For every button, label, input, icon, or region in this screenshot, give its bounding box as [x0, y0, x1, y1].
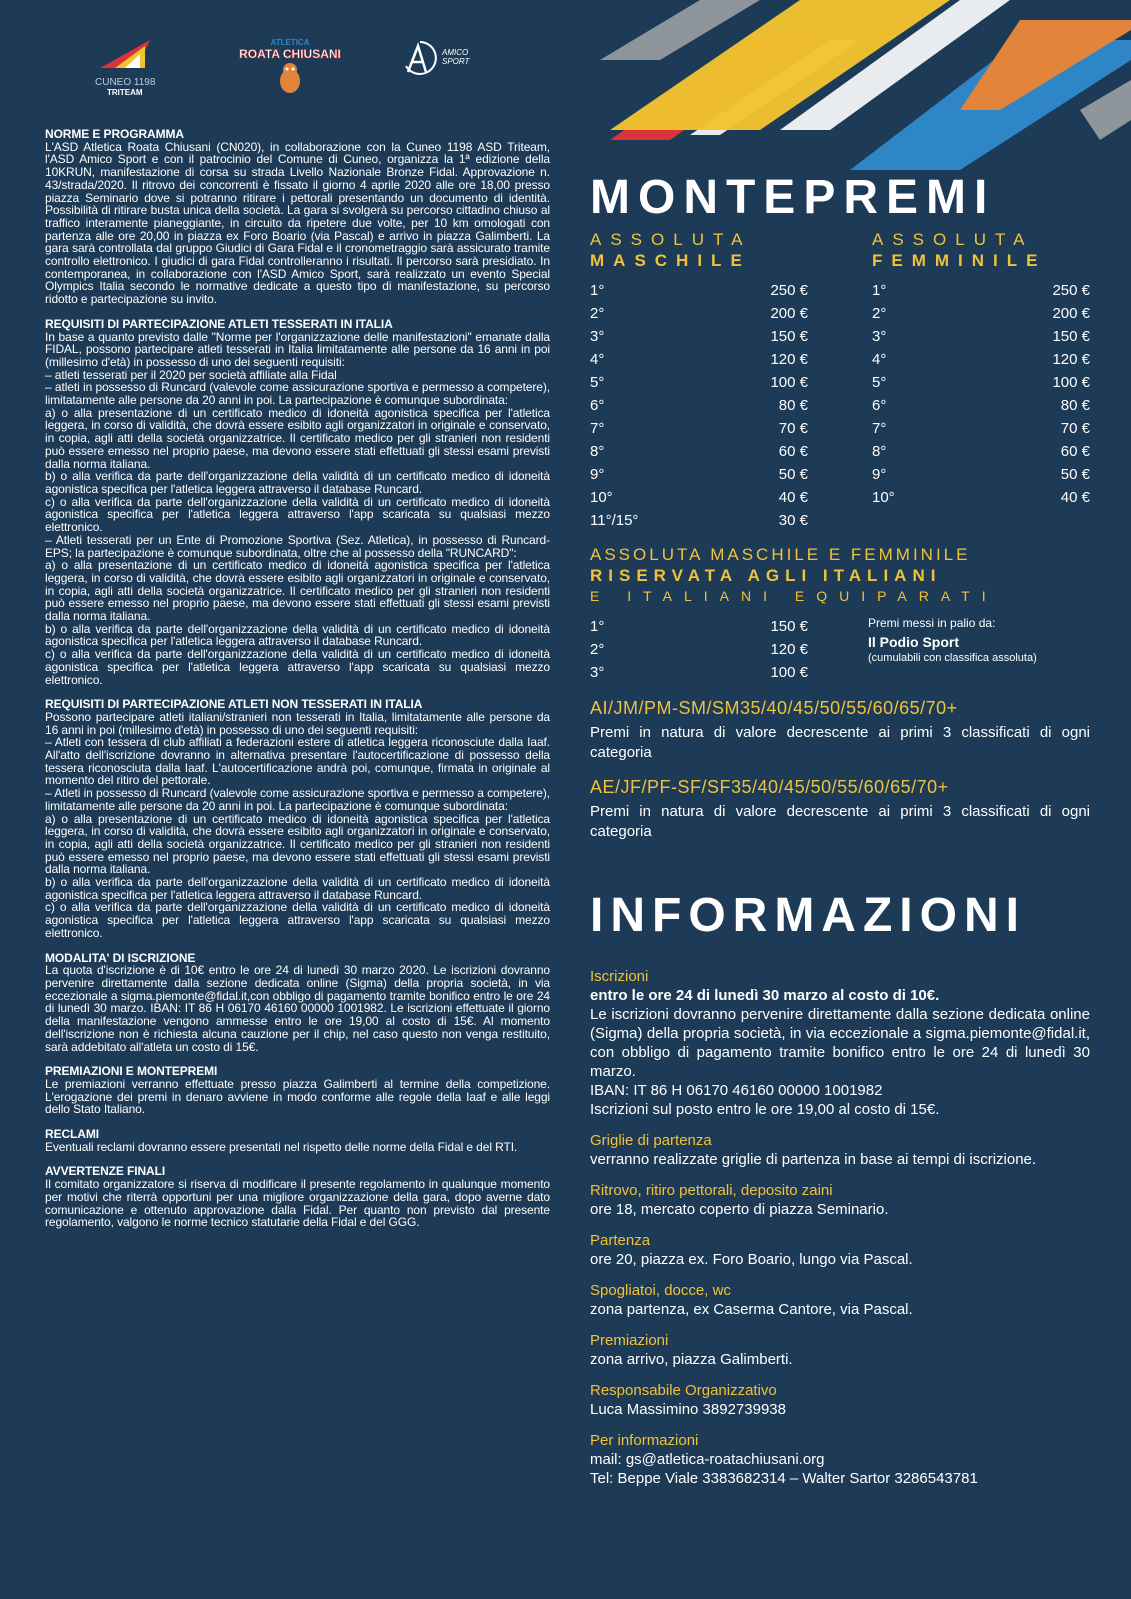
amico-line1: AMICO — [442, 48, 469, 57]
section-body: Eventuali reclami dovranno essere presentati nel rispetto delle norme della Fidal e del RTI. — [45, 1139, 518, 1154]
prize-amount: 50 € — [1060, 466, 1090, 483]
cuneo-triangle-icon — [95, 38, 155, 70]
prize-amount: 100 € — [1052, 374, 1090, 391]
info-body: zona partenza, ex Caserma Cantore, via Pascal. — [590, 1301, 913, 1318]
prize-row — [590, 394, 808, 417]
prize-amount: 150 € — [770, 618, 808, 635]
prize-amount: 120 € — [1052, 351, 1090, 368]
prize-amount: 40 € — [778, 489, 808, 506]
prize-amount: 80 € — [778, 397, 808, 414]
italian-head-2: RISERVATA AGLI ITALIANI — [590, 566, 942, 585]
section-title: NORME E PROGRAMMA — [45, 127, 184, 141]
sponsor-name: Il Podio Sport — [868, 634, 959, 650]
prize-row — [590, 440, 808, 463]
prize-row — [590, 638, 808, 661]
prize-amount: 40 € — [1060, 489, 1090, 506]
prize-row — [872, 302, 1090, 325]
info-item — [590, 1381, 1090, 1419]
prize-position: 11°/15° — [590, 512, 639, 529]
prize-position: 8° — [872, 443, 887, 460]
info-label: Spogliatoi, docce, wc — [590, 1282, 731, 1299]
male-prizes — [590, 229, 808, 532]
prize-amount: 100 € — [770, 374, 808, 391]
absolute-prizes — [590, 229, 1090, 532]
section-title: REQUISITI DI PARTECIPAZIONE ATLETI NON TESSERATI IN ITALIA — [45, 697, 423, 712]
info-label: Griglie di partenza — [590, 1132, 712, 1149]
prize-amount: 80 € — [1060, 397, 1090, 414]
info-label: Premiazioni — [590, 1332, 669, 1349]
regulations-column — [45, 128, 550, 1241]
info-label: Responsabile Organizzativo — [590, 1382, 777, 1399]
prize-amount: 120 € — [770, 641, 808, 658]
info-item — [590, 1431, 1090, 1488]
info-label: Per informazioni — [590, 1432, 699, 1449]
prize-row — [590, 348, 808, 371]
section-body: Le premiazioni verranno effettuate presso piazza Galimberti al termine della competizione. L'erogazione dei premi in denaro avviene in modo conforme alle regole della Iaaf e alle leggi dello Stato Italiano. — [45, 1076, 550, 1117]
prize-row — [590, 486, 808, 509]
female-prizes — [872, 229, 1090, 532]
prize-row — [872, 486, 1090, 509]
roata-name: ROATA CHIUSANI — [239, 47, 341, 61]
category-female-desc: Premi in natura di valore decrescente ai primi 3 classificati di ogni categoria — [590, 803, 1090, 840]
section-requisiti-non-tesserati — [45, 698, 550, 939]
category-male-name: AI/JM/PM-SM/SM35/40/45/50/55/60/65/70+ — [590, 698, 958, 718]
prize-row — [872, 279, 1090, 302]
prize-position: 2° — [590, 305, 605, 322]
section-requisiti-tesserati — [45, 318, 550, 686]
prize-position: 2° — [590, 641, 605, 658]
cuneo-name: CUNEO 1198 — [95, 77, 156, 88]
female-head-1: ASSOLUTA — [872, 230, 1034, 249]
category-prizes — [590, 698, 1090, 842]
prize-row — [872, 463, 1090, 486]
prize-position: 4° — [872, 351, 887, 368]
section-norme — [45, 128, 550, 306]
prize-amount: 60 € — [1060, 443, 1090, 460]
prize-amount: 100 € — [770, 664, 808, 681]
info-iscrizioni — [590, 967, 1090, 1119]
male-prize-list — [590, 279, 808, 532]
section-title: MODALITA' DI ISCRIZIONE — [45, 950, 196, 965]
prize-position: 9° — [590, 466, 605, 483]
cuneo-triteam-logo — [95, 38, 185, 97]
section-modalita-iscrizione — [45, 952, 550, 1054]
prize-row — [590, 661, 808, 684]
male-head-1: ASSOLUTA — [590, 230, 752, 249]
prize-position: 3° — [590, 328, 605, 345]
category-male-desc: Premi in natura di valore decrescente ai primi 3 classificati di ogni categoria — [590, 724, 1090, 761]
section-body: La quota d'iscrizione è di 10€ entro le ore 24 di lunedì 30 marzo 2020. Le iscrizioni dovranno pervenire direttamente dalla sezione dedicata online (Sigma) della propria società, in via eccezionale a sigma.piemonte@fidal.it,con obbligo di pagamento tramite bonifico entro le ore 24 di lunedì 30 marzo. IBAN: IT 86 H 06170 46160 00000 1001982. Le iscrizioni effettuate il giorno della manifestazione vengono ammesse entro le ore 19,00 al costo di 15€. Al momento dell'iscrizione non è richiesta alcuna cauzione per il chip, nel caso questo non venga restituito, sarà addebitato all'atleta un costo di 15€. — [45, 963, 550, 1054]
prize-position: 1° — [590, 282, 605, 299]
prize-position: 8° — [590, 443, 605, 460]
info-item — [590, 1231, 1090, 1269]
prize-amount: 120 € — [770, 351, 808, 368]
info-label: Partenza — [590, 1232, 651, 1249]
roata-chiusani-logo — [230, 38, 350, 100]
prize-row — [590, 325, 808, 348]
info-label: Ritrovo, ritiro pettorali, deposito zaini — [590, 1182, 833, 1199]
female-head-2: FEMMINILE — [872, 251, 1047, 270]
prize-row — [872, 325, 1090, 348]
info-body: ore 20, piazza ex. Foro Boario, lungo via Pascal. — [590, 1251, 913, 1268]
section-body: L'ASD Atletica Roata Chiusani (CN020), in collaborazione con la Cuneo 1198 ASD Triteam, l'ASD Amico Sport e con il patrocinio del Comune di Cuneo, organizza la 1ª edizione della 10KRUN, manifestazione di corsa su strada Livello Nazionale Bronze Fidal. Approvazione n. 43/strada/2020. Il ritrovo dei concorrenti è fissato il giorno 4 aprile 2020 alle ore 18,00 presso piazza Seminario dove si potranno ritirare i pettorali presentando un documento di identità. Possibilità di ritirare busta unica della società. La gara si svolgerà su percorso cittadino chiuso al traffico interamente pianeggiante, in circuito da ripetere due volte, per 10 km omologati con partenza alle ore 20,00 in piazza ex Foro Boario (via Pascal) e arrivo in piazza Galimberti. La gara sarà controllata dal gruppo Giudici di Gara Fidal e il cronometraggio sarà assicurato tramite controllo elettronico. I giudici di gara Fidal controlleranno i risultati. Il percorso sarà presidiato. In contemporanea, in collaborazione con l'ASD Amico Sport, sarà realizzato un evento Special Olympics Italia secondo le normative dedicate a questo tipo di manifestazione, su percorso ridotto e partecipazione su invito. — [45, 139, 550, 307]
info-body: Le iscrizioni dovranno pervenire direttamente dalla sezione dedicata online (Sigma) della propria società, in via eccezionale a sigma.piemonte@fidal.it, con obbligo di pagamento tramite bonifico entro le ore 24 di lunedì 30 marzo. IBAN: IT 86 H 06170 46160 00000 1001982 Iscrizioni sul posto entro le ore 19,00 al costo di 15€. — [590, 1006, 1090, 1118]
prize-position: 7° — [590, 420, 605, 437]
prize-amount: 30 € — [778, 512, 808, 529]
section-premiazioni — [45, 1065, 550, 1116]
prize-position: 6° — [872, 397, 887, 414]
informazioni-title: INFORMAZIONI — [590, 889, 1026, 942]
info-item — [590, 1331, 1090, 1369]
section-body: Il comitato organizzatore si riserva di modificare il presente regolamento in qualunque momento per motivi che riterrà opportuni per una migliore organizzazione della gara, dopo averne dato comunicazione e ottenuto approvazione dalla Fidal. Per quanto non previsto dal presente regolamento, valgono le norme tecnico statutarie della Fidal e del GGG. — [45, 1177, 550, 1230]
prize-position: 1° — [872, 282, 887, 299]
prize-row — [872, 394, 1090, 417]
prize-amount: 150 € — [770, 328, 808, 345]
info-items — [590, 1131, 1090, 1488]
sponsor-intro: Premi messi in palio da: — [868, 616, 996, 630]
section-body: In base a quanto previsto dalle "Norme per l'organizzazione delle manifestazioni" emanate dalla FIDAL, possono partecipare atleti tesserati in Italia limitatamente alle persone da 16 anni in poi (millesimo d'età) in possesso di uno dei seguenti requisiti: – atleti tesserati per il 2020 per società affiliate alla Fidal – atleti in possesso di Runcard (valevole come assicurazione sportiva e permesso a competere), limitatamente alle persone da 20 anni in poi. La partecipazione è comunque subordinata: a) o alla presentazione di un certificato medico di idoneità agonistica specifica per l'atletica leggera, in corso di validità, che dovrà essere esibito agli organizzatori in originale e conservato, in copia, agli atti della società organizzatrice. Il certificato medico per gli stranieri non residenti può essere emesso nel proprio paese, ma devono essere stati effettuati gli stessi esami previsti dalla norma italiana. b) o alla verifica da parte dell'organizzazione della validità di un certificato medico di idoneità agonistica specifica per l'atletica leggera attraverso il database Runcard. c) o alla verifica da parte dell'organizzazione della validità di un certificato medico di idoneità agonistica specifica per l'atletica leggera attraverso l'app scaricata su qualsiasi mezzo elettronico. – Atleti tesserati per un Ente di Promozione Sportiva (Sez. Atletica), in possesso di Runcard-EPS; la partecipazione è comunque subordinata, oltre che al possesso della "RUNCARD": a) o alla presentazione di un certificato medico di idoneità agonistica specifica per l'atletica leggera, in corso di validità, che dovrà essere esibito agli organizzatori in originale e conservato, in copia, agli atti della società organizzatrice. Il certificato medico per gli stranieri non residenti può essere emesso nel proprio paese, ma devono essere stati effettuati gli stessi esami previsti dalla norma italiana. b) o alla verifica da parte dell'organizzazione della validità di un certificato medico di idoneità agonistica specifica per l'atletica leggera attraverso il database Runcard. c) o alla verifica da parte dell'organizzazione della validità di un certificato medico di idoneità agonistica specifica per l'atletica leggera attraverso l'app scaricata su qualsiasi mezzo elettronico. — [45, 329, 550, 687]
amico-sport-icon — [400, 38, 440, 78]
prize-position: 3° — [872, 328, 887, 345]
info-item — [590, 1181, 1090, 1219]
section-body: Possono partecipare atleti italiani/stranieri non tesserati in Italia, limitatamente alle persone da 16 anni in poi (millesimo d'età) in possesso di uno dei seguenti requisiti: – Atleti con tessera di club affiliati a federazioni estere di atletica leggera riconosciute dalla Iaaf. All'atto dell'iscrizione dovranno in alternativa presentare l'autocertificazione di possesso della tessera riconosciuta dalla Iaaf. L'autocertificazione andrà poi, comunque, firmata in originale al momento del ritiro del pettorale. – Atleti in possesso di Runcard (valevole come assicurazione sportiva e permesso a competere), limitatamente alle persone da 20 anni in poi. La partecipazione è comunque subordinata: a) o alla presentazione di un certificato medico di idoneità agonistica specifica per l'atletica leggera, in corso di validità, che dovrà essere esibito agli organizzatori in originale e conservato, in copia, agli atti della società organizzatrice. Il certificato medico per gli stranieri non residenti può essere emesso nel proprio paese, ma devono essere stati effettuati gli stessi esami previsti dalla norma italiana. b) o alla verifica da parte dell'organizzazione della validità di un certificato medico di idoneità agonistica specifica per l'atletica leggera attraverso il database Runcard. c) o alla verifica da parte dell'organizzazione della validità di un certificato medico di idoneità agonistica specifica per l'atletica leggera attraverso l'app scaricata su qualsiasi mezzo elettronico. — [45, 709, 550, 940]
fox-mascot-icon — [270, 61, 310, 95]
prize-amount: 250 € — [770, 282, 808, 299]
prize-position: 3° — [590, 664, 605, 681]
prize-row — [872, 371, 1090, 394]
prize-amount: 50 € — [778, 466, 808, 483]
prize-amount: 200 € — [770, 305, 808, 322]
section-title: RECLAMI — [45, 1127, 99, 1142]
prize-row — [590, 371, 808, 394]
cuneo-sub: TRITEAM — [107, 88, 143, 97]
prize-amount: 200 € — [1052, 305, 1090, 322]
section-reclami — [45, 1128, 550, 1153]
section-title: PREMIAZIONI E MONTEPREMI — [45, 1064, 218, 1079]
prize-row — [590, 279, 808, 302]
prize-amount: 250 € — [1052, 282, 1090, 299]
prize-position: 5° — [590, 374, 605, 391]
roata-top: ATLETICA — [270, 38, 310, 47]
prize-position: 9° — [872, 466, 887, 483]
info-highlight: entro le ore 24 di lunedì 30 marzo al costo di 10€. — [590, 987, 940, 1004]
prize-row — [872, 348, 1090, 371]
italian-prize-list — [590, 615, 808, 684]
info-label: Iscrizioni — [590, 968, 649, 985]
info-body: verranno realizzate griglie di partenza in base ai tempi di iscrizione. — [590, 1151, 1037, 1168]
italian-prizes — [590, 615, 1090, 684]
sponsor-note: (cumulabili con classifica assoluta) — [868, 652, 1037, 664]
prize-row — [590, 615, 808, 638]
female-prize-list — [872, 279, 1090, 509]
male-head-2: MASCHILE — [590, 251, 751, 270]
info-body: Luca Massimino 3892739938 — [590, 1401, 786, 1418]
info-body: mail: gs@atletica-roatachiusani.org Tel: Beppe Viale 3383682314 – Walter Sartor 3286543781 — [590, 1451, 978, 1487]
prize-position: 5° — [872, 374, 887, 391]
prize-row — [590, 463, 808, 486]
sponsor-box — [868, 615, 1090, 684]
prize-row — [590, 417, 808, 440]
stripe-grey-2 — [1080, 80, 1131, 140]
prize-position: 7° — [872, 420, 887, 437]
sponsor-logos — [95, 38, 515, 108]
info-body: zona arrivo, piazza Galimberti. — [590, 1351, 793, 1368]
prize-row — [872, 440, 1090, 463]
italian-prizes-head — [590, 544, 1090, 607]
info-item — [590, 1281, 1090, 1319]
prize-row — [872, 417, 1090, 440]
prize-position: 6° — [590, 397, 605, 414]
prize-position: 10° — [590, 489, 613, 506]
prize-position: 10° — [872, 489, 895, 506]
section-title: AVVERTENZE FINALI — [45, 1164, 166, 1179]
montepremi-title: MONTEPREMI — [590, 171, 996, 224]
prize-amount: 60 € — [778, 443, 808, 460]
prize-position: 1° — [590, 618, 605, 635]
prizes-and-info-column — [590, 170, 1090, 1488]
prize-amount: 150 € — [1052, 328, 1090, 345]
prize-amount: 70 € — [778, 420, 808, 437]
section-title: REQUISITI DI PARTECIPAZIONE ATLETI TESSERATI IN ITALIA — [45, 316, 393, 331]
italian-head-1: ASSOLUTA MASCHILE E FEMMINILE — [590, 545, 971, 564]
amico-sport-logo — [400, 38, 480, 83]
prize-position: 2° — [872, 305, 887, 322]
info-body: ore 18, mercato coperto di piazza Seminario. — [590, 1201, 889, 1218]
prize-amount: 70 € — [1060, 420, 1090, 437]
category-female-name: AE/JF/PF-SF/SF35/40/45/50/55/60/65/70+ — [590, 777, 949, 797]
info-item — [590, 1131, 1090, 1169]
prize-row — [590, 509, 808, 532]
prize-position: 4° — [590, 351, 605, 368]
italian-head-3: E ITALIANI EQUIPARATI — [590, 588, 998, 604]
prize-row — [590, 302, 808, 325]
section-avvertenze — [45, 1165, 550, 1229]
amico-line2: SPORT — [442, 57, 470, 66]
